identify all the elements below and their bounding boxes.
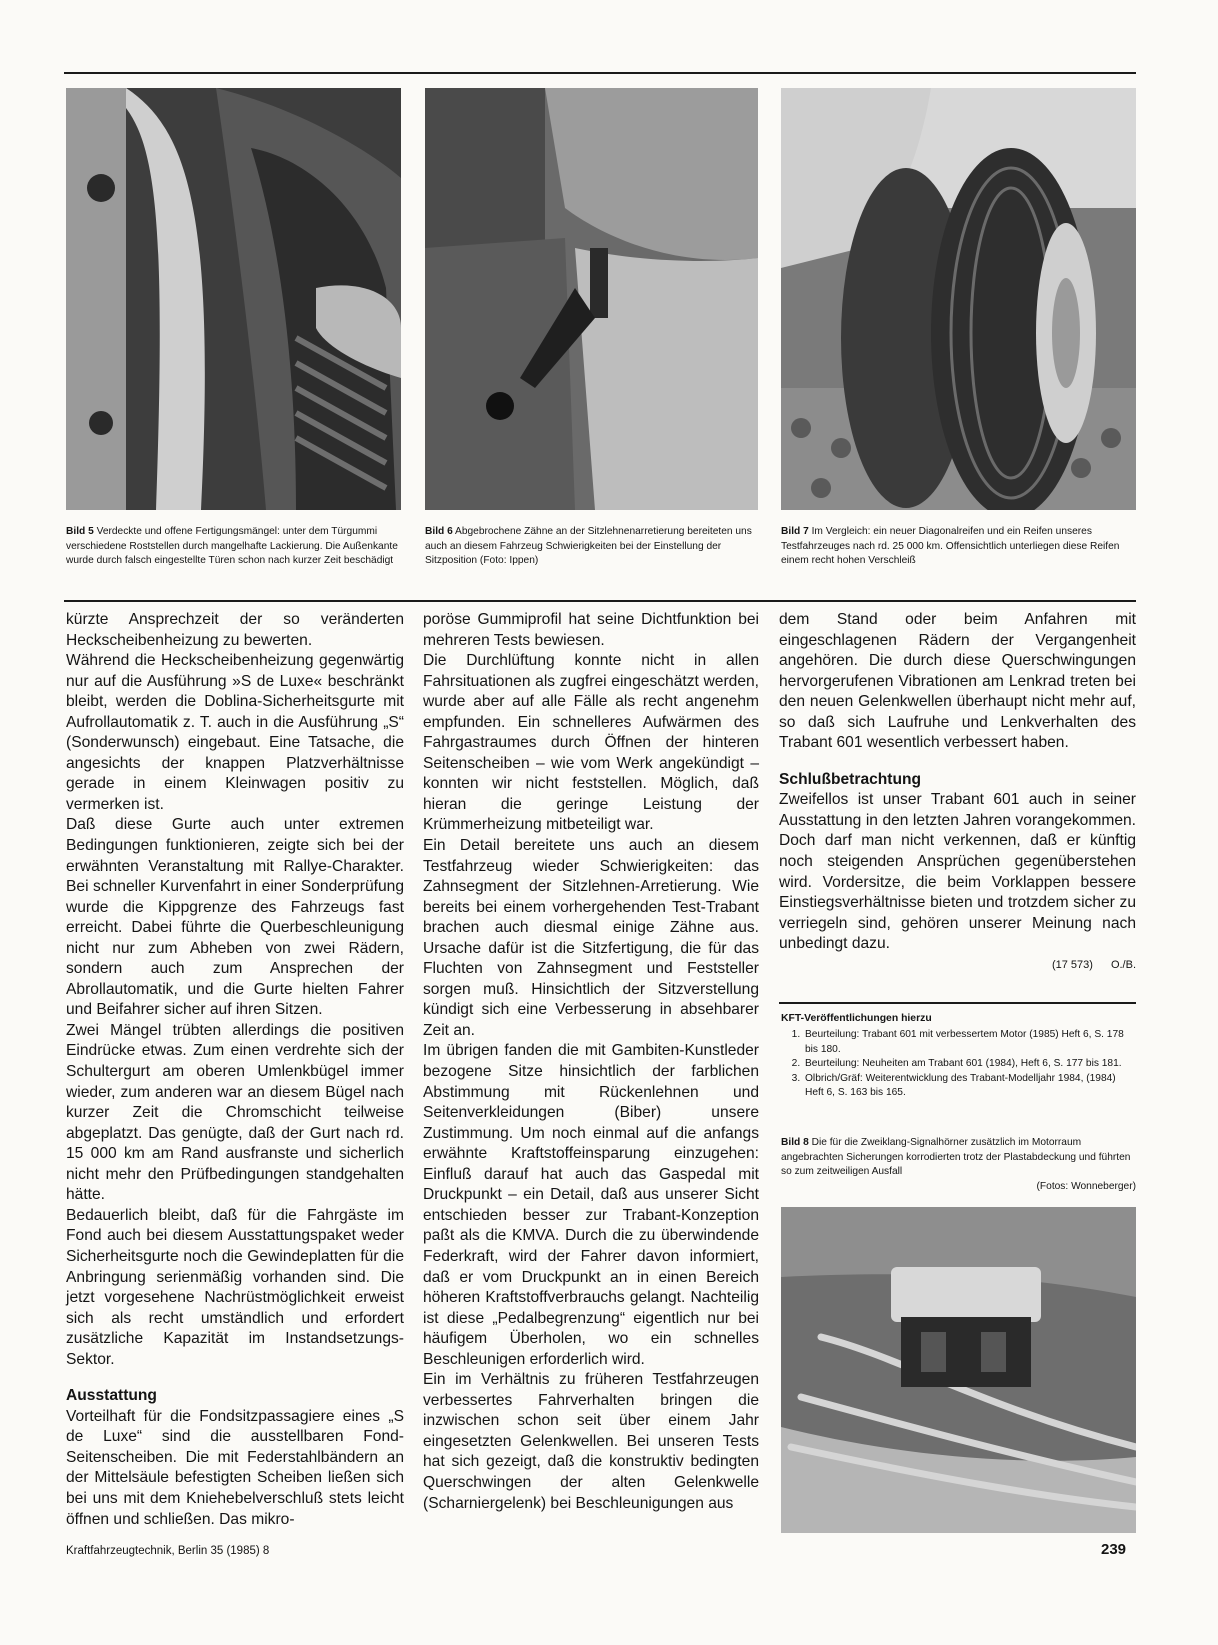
caption-text: Abgebrochene Zähne an der Sitzlehnenarretierung bereiteten uns auch an diesem Fahrzeug Schwierigkeiten bei der Einstellung der Sitzposition (Foto: Ippen): [425, 526, 752, 567]
references-box: [781, 1012, 1136, 1100]
page-number: 239: [1101, 1541, 1127, 1558]
fuse-box-engine-bay-icon: [781, 1207, 1136, 1533]
paragraph: Im übrigen fanden die mit Gambiten-Kunstleder bezogene Sitze hinsichtlich der farblichen Abstimmung mit Rückenlehnen und Seitenverkleidungen (Biber) unsere Zustimmung. Um noch einmal auf die anfangs erwähnte Kraftstoffeinsparung einzugehen: Einfluß darauf hat auch das Gaspedal mit Druckpunkt – ein Detail, daß aus unserer Sicht entschieden besser zur Trabant-Konzeption paßt als die KMVA. Durch die zu überwindende Federkraft, wird der Fahrer davon informiert, daß er vom Druckpunkt an in einen Bereich höheren Kraftstoffverbrauchs gelangt. Nachteilig ist diese „Pedalbegrenzung“ eigentlich nur bei häufigem Überholen, wo ein schnelles Beschleunigen erforderlich wird.: [423, 1042, 759, 1368]
photo-bild-7: [781, 88, 1136, 510]
section-heading-schlussbetrachtung: Schlußbetrachtung: [779, 770, 922, 788]
reference-item: 2. Beurteilung: Neuheiten am Trabant 601 (1984), Heft 6, S. 177 bis 181.: [803, 1057, 1136, 1071]
caption-label: Bild 8: [781, 1137, 809, 1148]
article-column-1: [66, 610, 404, 1530]
photo-credit: (Fotos: Wonneberger): [1036, 1180, 1136, 1192]
reference-item: 3. Olbrich/Gräf: Weiterentwicklung des Trabant-Modelljahr 1984, (1984) Heft 6, S. 163 bis 165.: [803, 1072, 1136, 1101]
paragraph: kürzte Ansprechzeit der so veränderten Heckscheibenheizung zu bewerten.: [66, 611, 404, 649]
paragraph: Daß diese Gurte auch unter extremen Bedingungen funktionieren, zeigte sich bei der erwähnten Veranstaltung mit Rallye-Charakter. Bei schneller Kurvenfahrt in einer Sonderprüfung wurde die Kippgrenze des Fahrzeugs fast erreicht. Dabei führte die Querbeschleunigung nicht nur zum Abheben von zwei Rädern, sondern auch zum Ansprechen der Abrollautomatik, und die Gurte hielten Fahrer und Beifahrer sicher auf ihren Sitzen.: [66, 816, 404, 1019]
reference-item: 1. Beurteilung: Trabant 601 mit verbessertem Motor (1985) Heft 6, S. 178 bis 180.: [803, 1028, 1136, 1057]
caption-label: Bild 6: [425, 526, 453, 537]
paragraph: poröse Gummiprofil hat seine Dichtfunktion bei mehreren Tests bewiesen.: [423, 611, 759, 649]
caption-text: Verdeckte und offene Fertigungsmängel: unter dem Türgummi verschiedene Roststellen durch mangelhafte Lackierung. Die Außenkante wurde durch falsch eingestellte Türen schon nach kurzer Zeit beschädigt: [66, 526, 398, 567]
article-number: (17 573): [1051, 958, 1093, 971]
seat-recliner-broken-teeth-icon: [425, 88, 758, 510]
section-rule: [64, 600, 1136, 602]
paragraph: Zwei Mängel trübten allerdings die positiven Eindrücke etwas. Zum einen verdrehte sich der Schultergurt am oberen Umlenkbügel immer wieder, zum anderen war an diesem Bügel nach kurzer Zeit die Chromschicht teilweise abgeplatzt. Das genügte, daß der Gurt nach rd. 15 000 km am Rand ausfranste und sicherlich nicht mehr den Prüfbedingungen standgehalten hätte.: [66, 1021, 404, 1204]
caption-label: Bild 5: [66, 526, 94, 537]
caption-text: Im Vergleich: ein neuer Diagonalreifen und ein Reifen unseres Testfahrzeuges nach rd. 25 000 km. Offensichtlich unterliegen diese Reifen einem recht hohen Verschleiß: [781, 526, 1120, 567]
photo-bild-5: [66, 88, 401, 510]
journal-footer: Kraftfahrzeugtechnik, Berlin 35 (1985) 8: [66, 1545, 270, 1557]
paragraph: Ein im Verhältnis zu früheren Testfahrzeugen verbessertes Fahrverhalten bringen die inzwischen schon seit über einem Jahr eingesetzten Gelenkwellen. Bei unseren Tests hat sich gezeigt, daß die konstruktiv bedingten Querschwingen der alten Gelenkwelle (Scharniergelenk) bei Beschleunigungen aus: [423, 1371, 759, 1512]
paragraph: dem Stand oder beim Anfahren mit eingeschlagenen Rädern der Vergangenheit angehören. Die durch diese Querschwingungen hervorgerufenen Vibrationen am Lenkrad treten bei den neuen Gelenkwellen überhaupt nicht mehr auf, so daß sich Laufruhe und Lenkverhalten des Trabant 601 wesentlich verbessert haben.: [779, 611, 1136, 752]
car-door-rust-icon: [66, 88, 401, 510]
section-heading-ausstattung: Ausstattung: [66, 1387, 157, 1405]
paragraph: Vorteilhaft für die Fondsitzpassagiere eines „S de Luxe“ sind die ausstellbaren Fond-Seitenscheiben. Die mit Federstahlbändern an der Mittelsäule befestigten Scheiben ließen sich bei uns mit dem Kniehebelverschluß stets leicht öffnen und schließen. Das mikro-: [66, 1407, 404, 1528]
paragraph: Zweifellos ist unser Trabant 601 auch in seiner Ausstattung in den letzten Jahren vorangekommen. Doch darf man nicht verkennen, daß er künftig noch steigenden Ansprüchen gegenüberstehen wird. Vordersitze, die beim Vorklappen bessere Einstiegsverhältnisse bieten und trotzdem sicher zu verriegeln sind, gehören unserer Meinung nach unbedingt dazu.: [779, 791, 1136, 953]
top-rule: [64, 72, 1136, 74]
article-column-2: [423, 610, 759, 1514]
paragraph: Bedauerlich bleibt, daß für die Fahrgäste im Fond auch bei diesem Ausstattungspaket weder Sicherheitsgurte noch die Gewindeplatten für die Anbringung serienmäßig vorhanden sind. Die jetzt vorgesehene Nachrüstmöglichkeit erweist sich als recht umständlich und erfordert zusätzliche Kapazität im Instandsetzungs-Sektor.: [66, 1206, 404, 1368]
caption-bild-6: [425, 525, 758, 569]
caption-bild-8: [781, 1136, 1136, 1194]
caption-label: Bild 7: [781, 526, 809, 537]
caption-text: Die für die Zweiklang-Signalhörner zusätzlich im Motorraum angebrachten Sicherungen korrodierten trotz der Plastabdeckung und führten so zum zeitweiligen Ausfall: [781, 1137, 1131, 1178]
references-title: KFT-Veröffentlichungen hierzu: [781, 1013, 932, 1024]
caption-bild-5: [66, 525, 401, 569]
caption-bild-7: [781, 525, 1136, 569]
photo-bild-8: [781, 1207, 1136, 1533]
article-column-3: [779, 610, 1136, 975]
paragraph: Ein Detail bereitete uns auch an diesem Testfahrzeug wieder Schwierigkeiten: das Zahnsegment der Sitzlehnen-Arretierung. Wie bereits bei einem vorhergehenden Test-Trabant brachen auch diesmal einige Zähne aus. Ursache dafür ist die Sitzfertigung, die für das Fluchten von Zahnsegment und Feststeller sorgen muß. Hinsichtlich der Sitzverstellung kündigt sich eine Verbesserung in absehbarer Zeit an.: [423, 837, 759, 1039]
photo-bild-6: [425, 88, 758, 510]
paragraph: Während die Heckscheibenheizung gegenwärtig nur auf die Ausführung »S de Luxe« beschränkt bleibt, werden die Doblina-Sicherheitsgurte mit Aufrollautomatik z. T. auch in die Ausführung „S“ (Sonderwunsch) eingebaut. Eine Tatsache, die angesichts der knappen Platzverhältnisse gerade in einem Kleinwagen positiv zu vermerken ist.: [66, 652, 404, 813]
refs-rule: [779, 1002, 1136, 1004]
paragraph: Die Durchlüftung konnte nicht in allen Fahrsituationen als zugfrei eingeschätzt werden, wurde aber auf alle Fälle als recht angenehm empfunden. Ein schnelleres Aufwärmen des Fahrgastraumes durch Öffnen der hinteren Seitenscheiben – wie vom Werk angekündigt – konnten wir nicht feststellen. Möglich, daß hieran die geringe Leistung der Krümmerheizung mitbeteiligt war.: [423, 652, 759, 834]
article-signature: [779, 955, 1136, 976]
tires-comparison-icon: [781, 88, 1136, 510]
author-initials: O./B.: [1110, 958, 1136, 971]
